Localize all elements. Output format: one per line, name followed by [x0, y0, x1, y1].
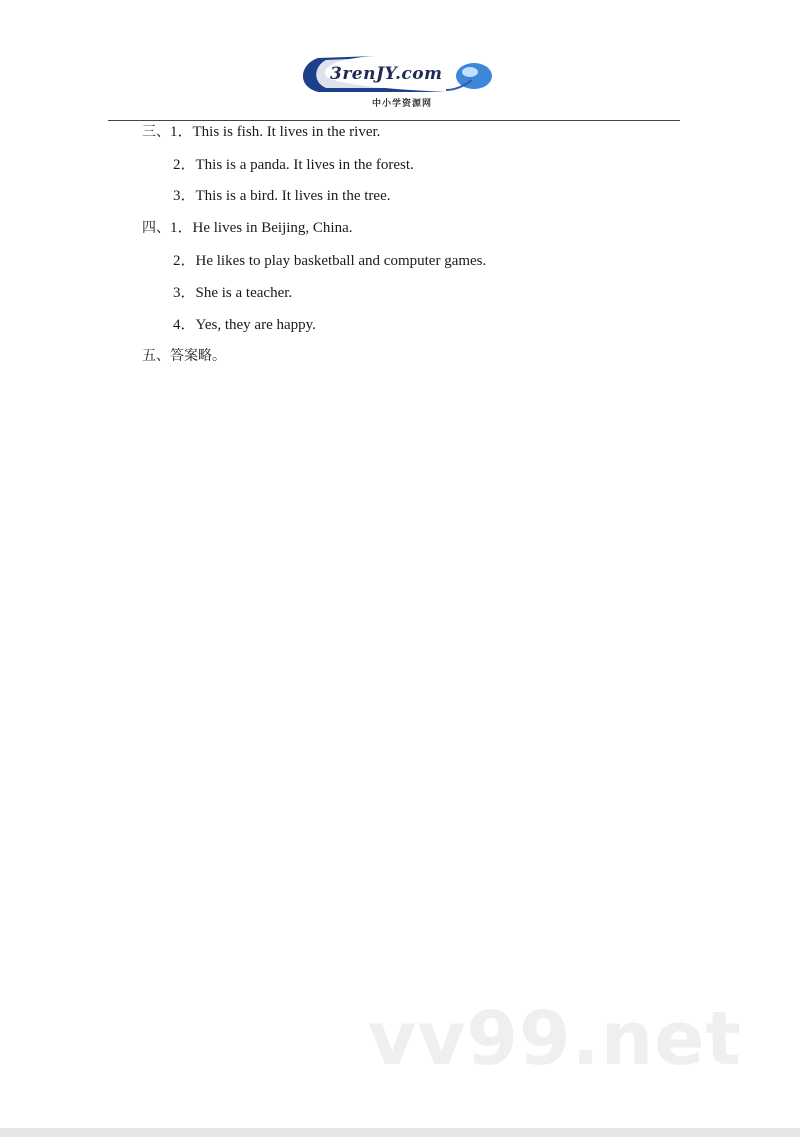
answer-text: 答案略。 — [170, 348, 226, 364]
item-number: 4． — [173, 317, 196, 333]
item-number: 3． — [173, 188, 196, 204]
item-number: 1． — [170, 220, 193, 236]
answer-text: This is fish. It lives in the river. — [192, 124, 381, 140]
answer-line — [173, 284, 292, 302]
item-number: 2． — [173, 253, 196, 269]
section-label: 四、 — [142, 220, 170, 236]
answer-text: This is a panda. It lives in the forest. — [195, 157, 414, 173]
answer-text: He likes to play basketball and computer games. — [195, 253, 487, 269]
answer-text: She is a teacher. — [195, 285, 293, 301]
logo-subtitle: 中小学资源网 — [372, 99, 433, 109]
section-label: 五、 — [142, 348, 170, 364]
answer-line — [142, 347, 226, 365]
item-number: 2． — [173, 157, 196, 173]
answer-line — [142, 219, 353, 237]
watermark: vv99.net — [368, 996, 742, 1082]
answer-line — [173, 316, 316, 334]
answer-text: He lives in Beijing, China. — [192, 220, 353, 236]
answer-line — [173, 156, 414, 174]
item-number: 3． — [173, 285, 196, 301]
logo-text: 3renJY.com — [330, 64, 443, 84]
answer-line — [173, 252, 486, 270]
answer-text: Yes, they are happy. — [195, 317, 316, 333]
header-divider — [108, 120, 680, 121]
answer-line — [173, 187, 390, 205]
page-bottom-edge — [0, 1128, 800, 1137]
site-logo — [296, 50, 496, 114]
answer-line — [142, 123, 380, 141]
section-label: 三、 — [142, 124, 170, 140]
item-number: 1． — [170, 124, 193, 140]
answer-text: This is a bird. It lives in the tree. — [195, 188, 391, 204]
